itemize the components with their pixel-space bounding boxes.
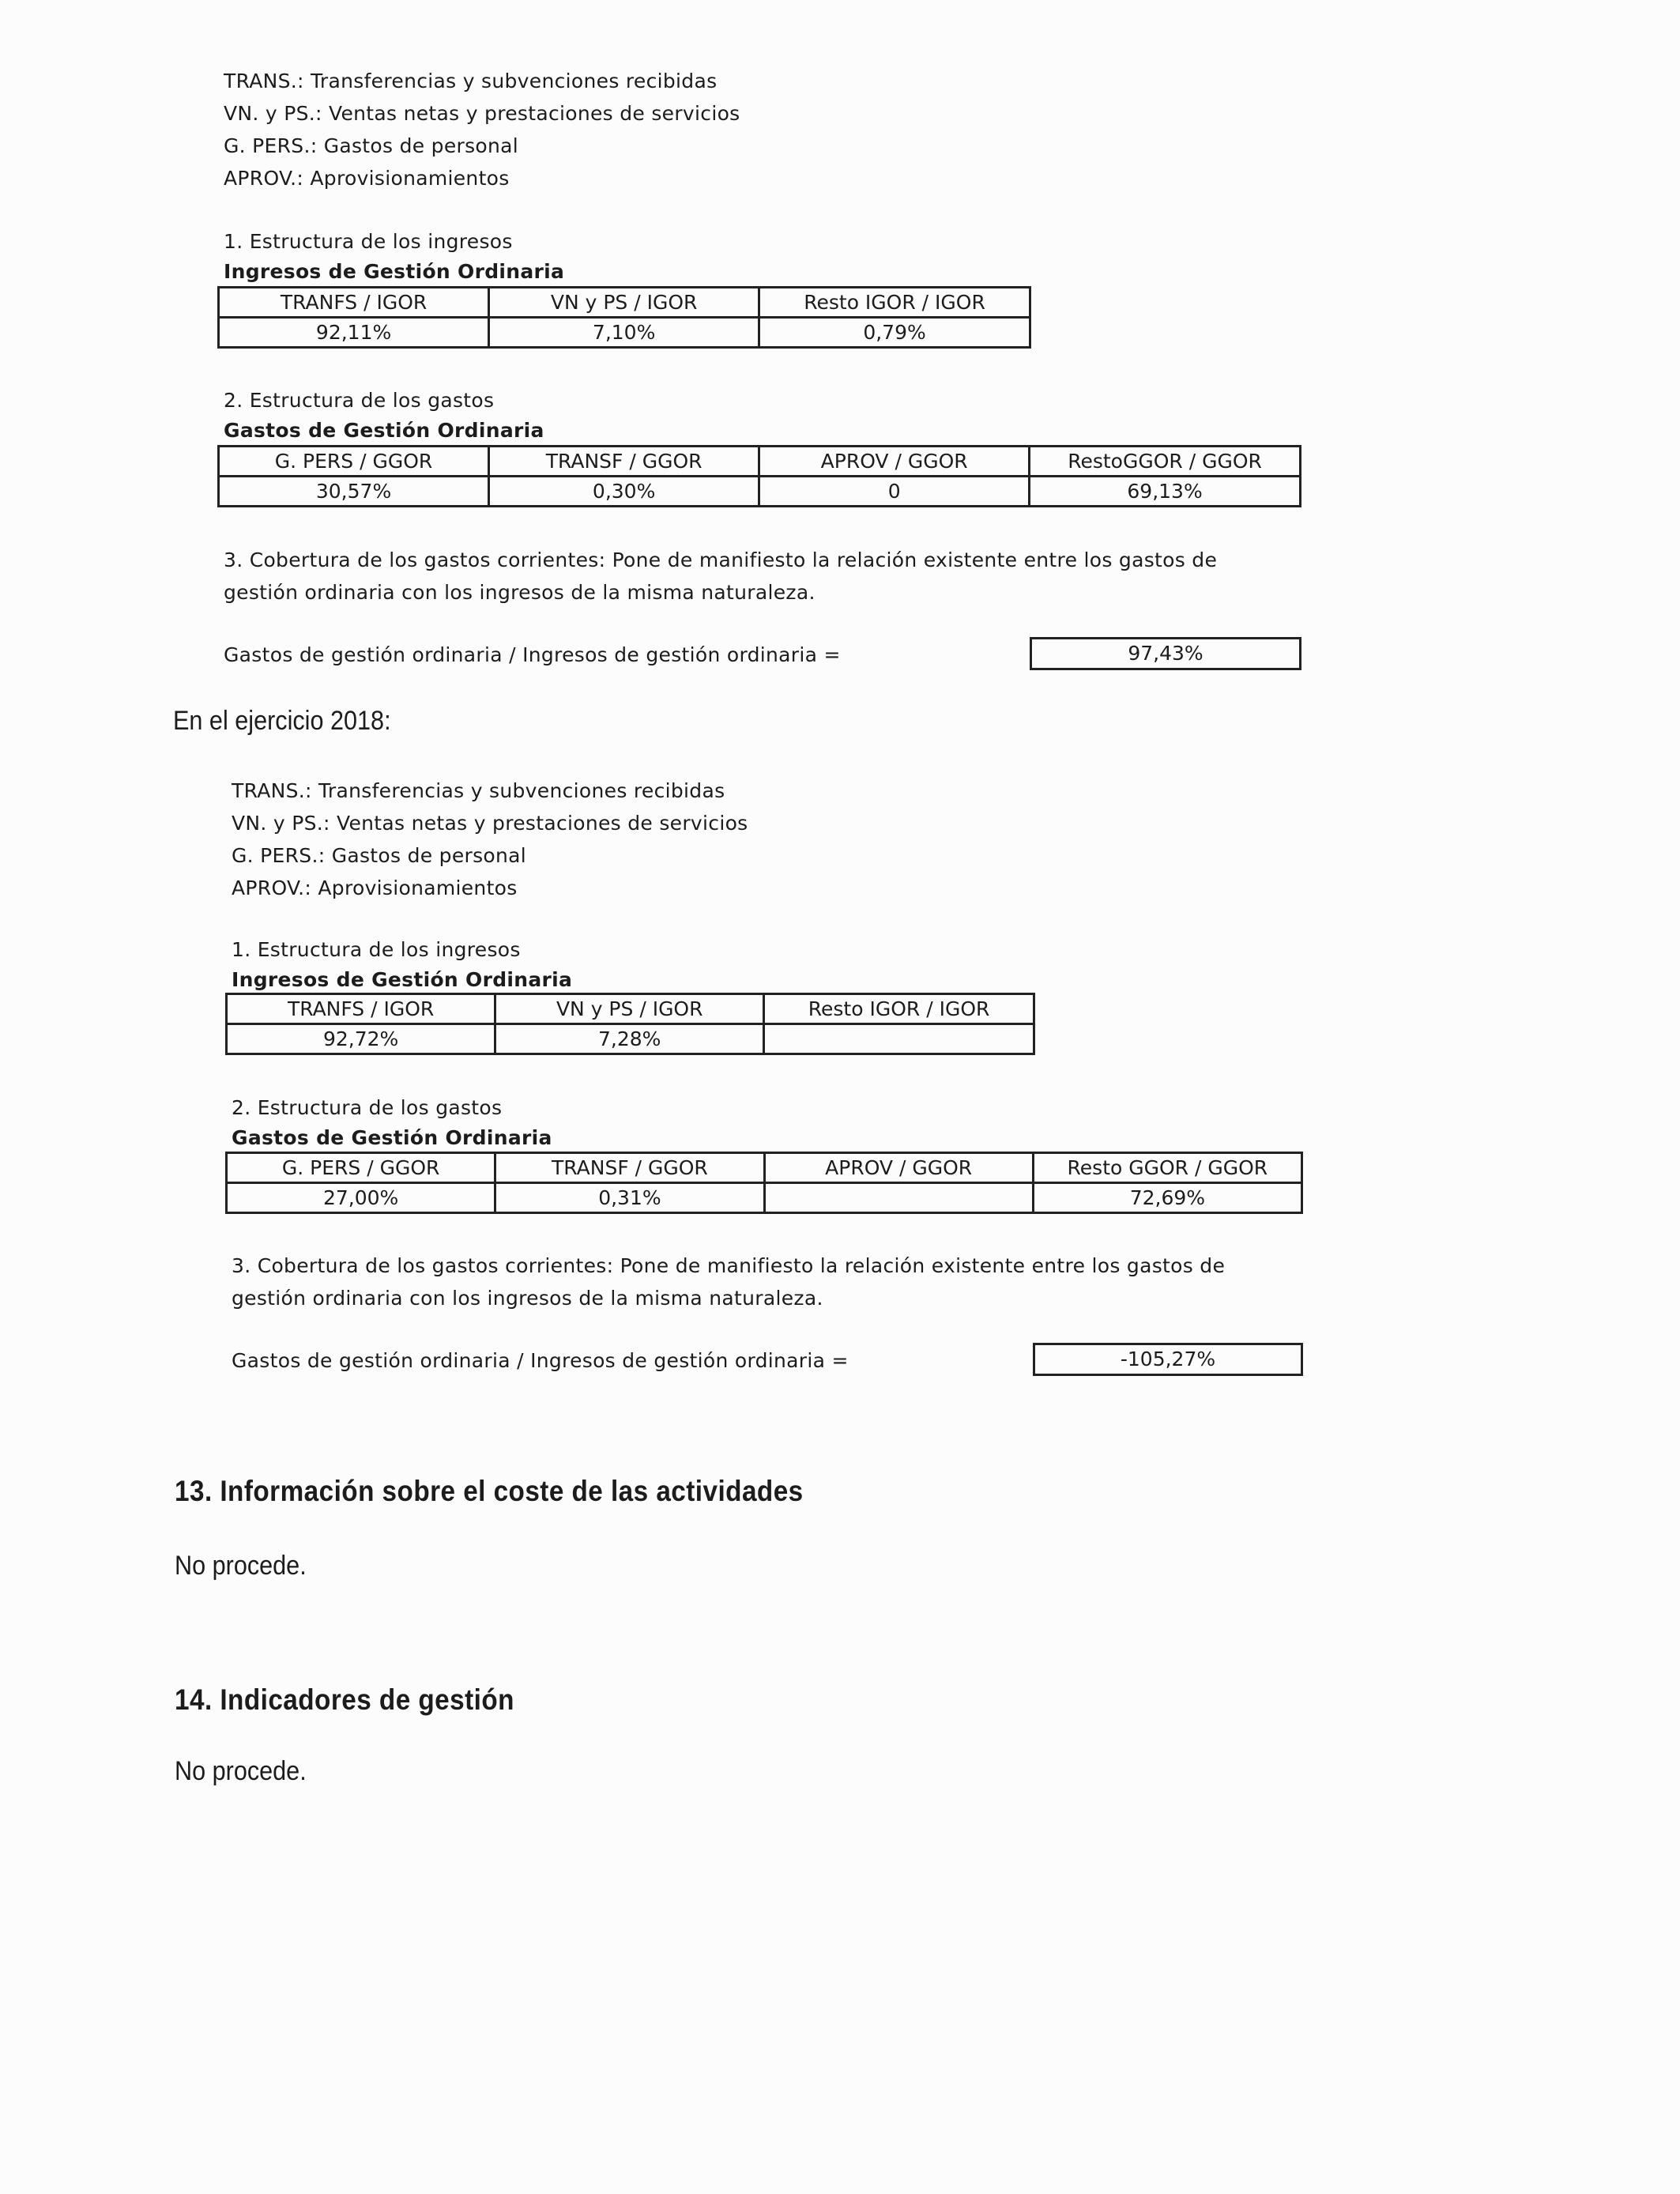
table-cell: 0,31% (495, 1183, 764, 1213)
table-cell: 30,57% (219, 477, 489, 507)
table-cell: 7,28% (495, 1024, 764, 1054)
income-table-a (217, 286, 1031, 349)
income-structure-b (232, 933, 572, 994)
table-header-cell: APROV / GGOR (759, 447, 1030, 477)
table-header-row (227, 1153, 1302, 1183)
expense-table-a (217, 445, 1301, 507)
income-table-title: Ingresos de Gestión Ordinaria (224, 260, 565, 283)
section-14-heading: 14. Indicadores de gestión (175, 1683, 514, 1716)
table-header-row (219, 447, 1301, 477)
section-13-heading: 13. Información sobre el coste de las actividades (175, 1475, 804, 1507)
table-cell (764, 1183, 1033, 1213)
income-table-title: Ingresos de Gestión Ordinaria (232, 968, 573, 991)
table-cell: 69,13% (1030, 477, 1301, 507)
table-header-cell: TRANSF / GGOR (489, 447, 759, 477)
coverage-text-b (232, 1250, 1225, 1314)
table-header-cell: Resto GGOR / GGOR (1033, 1153, 1301, 1183)
table-header-cell: VN y PS / IGOR (495, 994, 764, 1024)
table-header-cell: TRANFS / IGOR (219, 288, 489, 318)
table-cell: 27,00% (227, 1183, 495, 1213)
table-header-cell: Resto IGOR / IGOR (759, 288, 1030, 318)
expense-structure-a (224, 384, 544, 445)
table-cell: 7,10% (489, 318, 759, 348)
abbreviation-item: G. PERS.: Gastos de personal (232, 844, 527, 867)
expense-structure-b (232, 1091, 552, 1152)
expense-table-title: Gastos de Gestión Ordinaria (232, 1126, 552, 1149)
table-header-cell: G. PERS / GGOR (219, 447, 489, 477)
table-cell: 92,11% (219, 318, 489, 348)
table-header-row (227, 994, 1034, 1024)
expense-heading: 2. Estructura de los gastos (232, 1096, 503, 1119)
ratio-value-a: 97,43% (1030, 637, 1301, 670)
table-header-cell: G. PERS / GGOR (227, 1153, 495, 1183)
abbreviations-list-b (232, 775, 748, 904)
year-intro: En el ejercicio 2018: (173, 706, 391, 736)
table-cell (764, 1024, 1034, 1054)
abbreviation-item: VN. y PS.: Ventas netas y prestaciones de servicios (232, 812, 748, 835)
abbreviation-item: G. PERS.: Gastos de personal (224, 134, 519, 157)
table-row (227, 1183, 1302, 1213)
expense-heading: 2. Estructura de los gastos (224, 389, 495, 412)
abbreviation-item: APROV.: Aprovisionamientos (232, 876, 518, 899)
income-structure-a (224, 225, 564, 286)
coverage-description: gestión ordinaria con los ingresos de la misma naturaleza. (232, 1287, 823, 1310)
table-header-cell: APROV / GGOR (764, 1153, 1033, 1183)
table-header-cell: RestoGGOR / GGOR (1030, 447, 1301, 477)
table-cell: 0,79% (759, 318, 1030, 348)
table-cell: 92,72% (227, 1024, 495, 1054)
table-row (219, 318, 1030, 348)
table-header-cell: VN y PS / IGOR (489, 288, 759, 318)
ratio-label-b: Gastos de gestión ordinaria / Ingresos de gestión ordinaria = (232, 1349, 849, 1372)
section-14-body: No procede. (175, 1756, 307, 1786)
table-cell: 0,30% (489, 477, 759, 507)
coverage-description: 3. Cobertura de los gastos corrientes: Pone de manifiesto la relación existente entre los gastos de (224, 548, 1218, 571)
table-header-cell: Resto IGOR / IGOR (764, 994, 1034, 1024)
expense-table-title: Gastos de Gestión Ordinaria (224, 419, 544, 442)
abbreviation-item: APROV.: Aprovisionamientos (224, 167, 510, 190)
abbreviation-item: VN. y PS.: Ventas netas y prestaciones de servicios (224, 102, 740, 125)
table-row (219, 477, 1301, 507)
section-13-body: No procede. (175, 1551, 307, 1581)
abbreviations-list-a (224, 65, 740, 194)
table-cell: 0 (759, 477, 1030, 507)
expense-table-b (225, 1152, 1303, 1214)
table-header-cell: TRANSF / GGOR (495, 1153, 764, 1183)
abbreviation-item: TRANS.: Transferencias y subvenciones recibidas (224, 70, 718, 92)
ratio-value-b: -105,27% (1033, 1343, 1303, 1376)
table-header-cell: TRANFS / IGOR (227, 994, 495, 1024)
income-heading: 1. Estructura de los ingresos (224, 230, 513, 253)
table-header-row (219, 288, 1030, 318)
income-table-b (225, 993, 1035, 1055)
abbreviation-item: TRANS.: Transferencias y subvenciones recibidas (232, 779, 725, 802)
coverage-text-a (224, 544, 1217, 609)
coverage-description: 3. Cobertura de los gastos corrientes: Pone de manifiesto la relación existente entre los gastos de (232, 1254, 1226, 1277)
income-heading: 1. Estructura de los ingresos (232, 938, 521, 961)
table-cell: 72,69% (1033, 1183, 1301, 1213)
ratio-label-a: Gastos de gestión ordinaria / Ingresos de gestión ordinaria = (224, 643, 841, 666)
table-row (227, 1024, 1034, 1054)
coverage-description: gestión ordinaria con los ingresos de la misma naturaleza. (224, 581, 816, 604)
